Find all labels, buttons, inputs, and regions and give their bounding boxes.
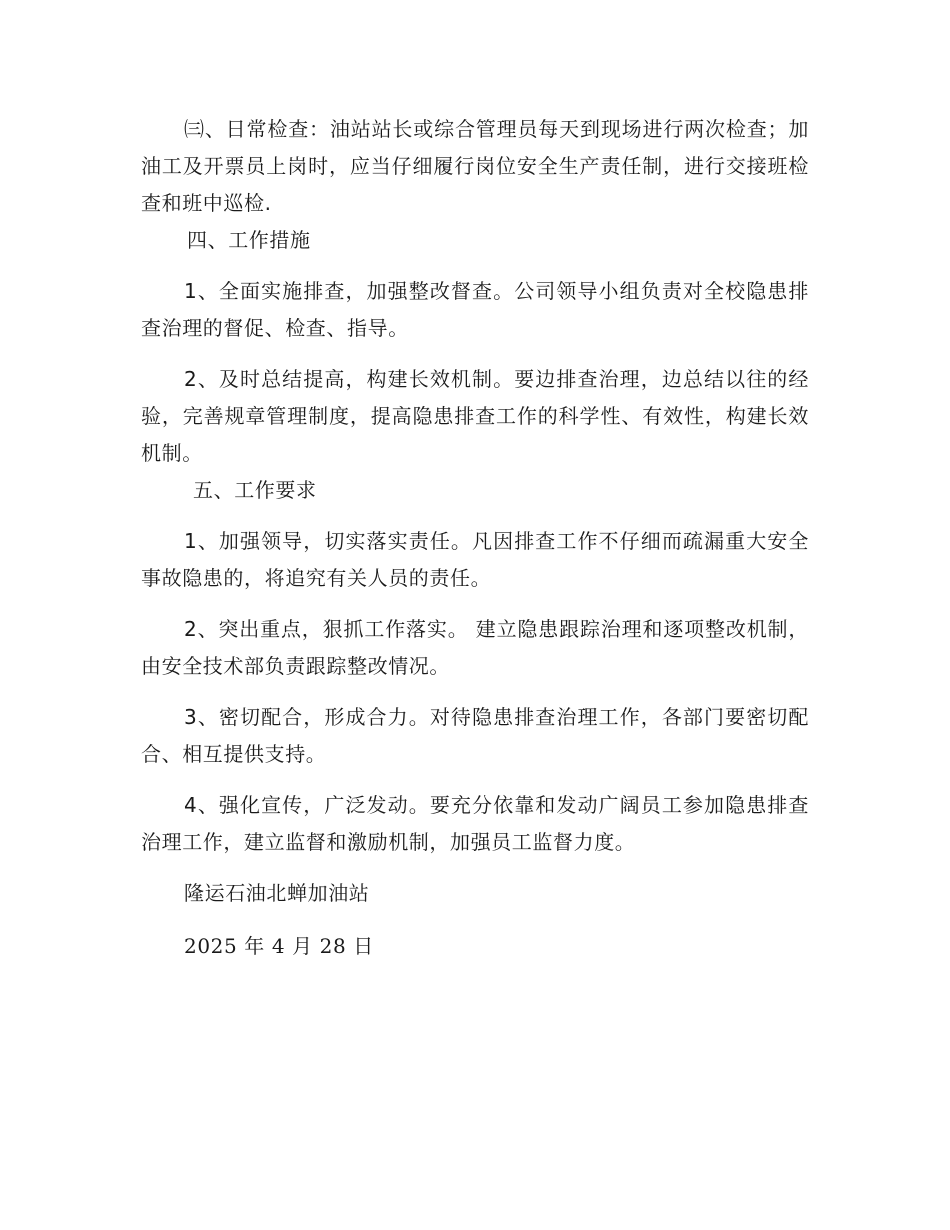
paragraph-requirement-1: 1、加强领导，切实落实责任。凡因排查工作不仔细而疏漏重大安全事故隐患的，将追究有关人员的责任。 (141, 529, 809, 590)
paragraph-measure-2: 2、及时总结提高，构建长效机制。要边排查治理，边总结以往的经验，完善规章管理制度，提高隐患排查工作的科学性、有效性，构建长效机制。 (141, 367, 809, 465)
paragraph-requirement-2: 2、突出重点，狠抓工作落实。 建立隐患跟踪治理和逐项整改机制，由安全技术部负责跟踪整改情况。 (141, 617, 809, 678)
paragraph-measure-1: 1、全面实施排查，加强整改督查。公司领导小组负责对全校隐患排查治理的督促、检查、指导。 (141, 279, 809, 340)
document-page (141, 111, 809, 965)
paragraph-requirement-3: 3、密切配合，形成合力。对待隐患排查治理工作，各部门要密切配合、相互提供支持。 (141, 705, 809, 766)
paragraph-requirement-4: 4、强化宣传，广泛发动。要充分依靠和发动广阔员工参加隐患排查治理工作，建立监督和激励机制，加强员工监督力度。 (141, 793, 809, 854)
signature-organization: 隆运石油北蝉加油站 (184, 881, 370, 905)
signature-date: 2025 年 4 月 28 日 (184, 934, 374, 958)
paragraph-daily-check: ㈢、日常检查：油站站长或综合管理员每天到现场进行两次检查；加油工及开票员上岗时，应当仔细履行岗位安全生产责任制，进行交接班检查和班中巡检. (141, 117, 809, 215)
section-heading-work-requirements: 五、工作要求 (193, 478, 317, 502)
section-heading-work-measures: 四、工作措施 (187, 228, 311, 252)
